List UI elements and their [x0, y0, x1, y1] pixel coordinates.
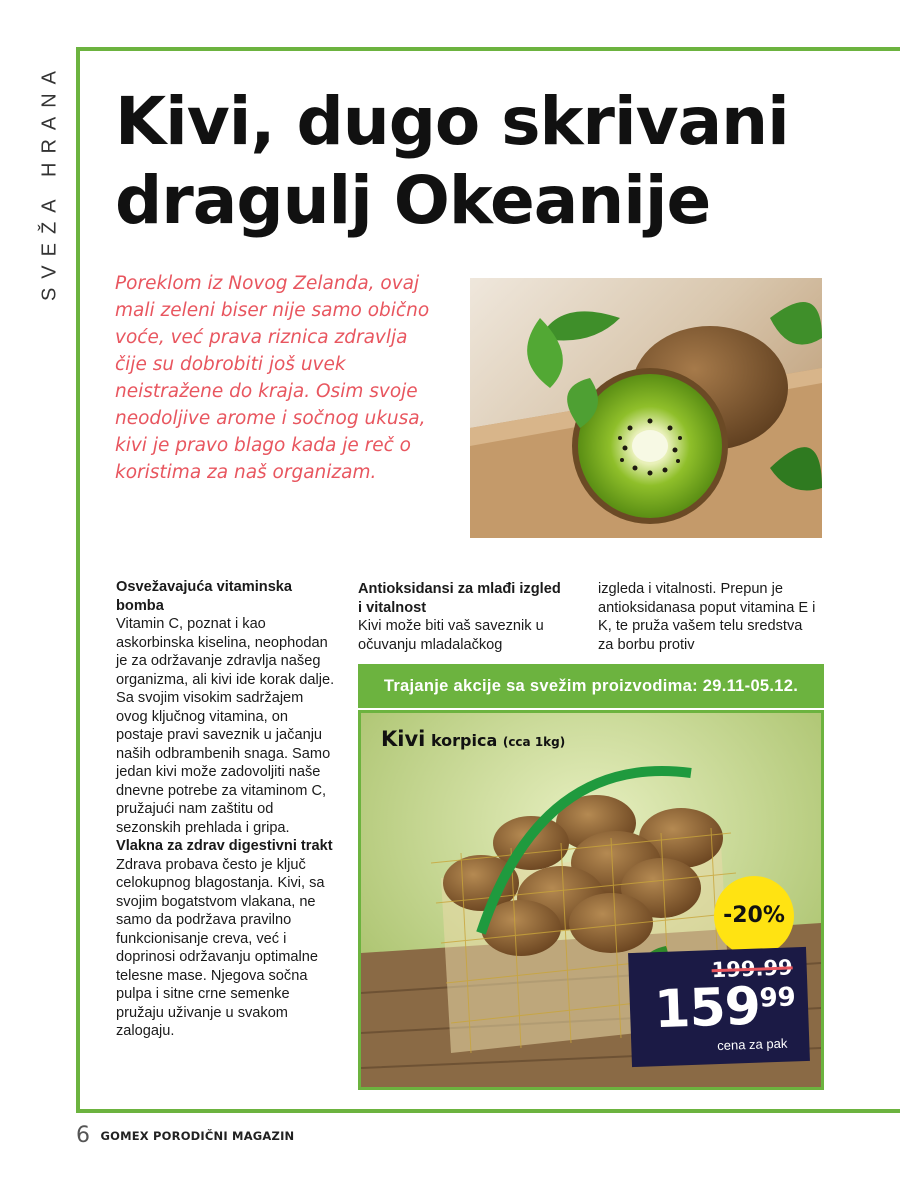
headline-line-2: dragulj Okeanije [115, 162, 711, 239]
column-3 [598, 580, 818, 654]
new-price-decimal: 99 [759, 982, 797, 1014]
page-number: 6 [76, 1123, 90, 1148]
article-headline [115, 82, 875, 240]
fiber-body: Zdrava probava često je ključ celokupnog blagostanja. Kivi, sa svojim bogatstvom vlakana, ne samo da podržava pravilno funkcionisanje creva, već i doprinosi održavanju optimalne telesne mase. Njegova sočna pulpa i sitne crne semenke pružaju uživanje u svakom zalogaju. [116, 856, 325, 1039]
section-tag-label: SVEŽA HRANA [38, 61, 61, 302]
page-footer [76, 1123, 294, 1153]
new-price-integer: 159 [653, 976, 761, 1041]
page-frame-top [76, 47, 900, 51]
kiwi-photo [470, 278, 822, 538]
product-title [381, 727, 565, 751]
article-lead: Poreklom iz Novog Zelanda, ovaj mali zeleni biser nije samo obično voće, već prava riznica zdravlja čije su dobrobiti još uvek neistražene do kraja. Osim svoje neodoljive arome i sočnog ukusa, kivi je pravo blago kada je reč o koristima za naš organizam. [115, 273, 430, 483]
price-tag [628, 947, 810, 1067]
antioxidants-body-continued: izgleda i vitalnosti. Prepun je antioksidanasa poput vitamina E i K, te pruža vašem telu sredstva za borbu protiv [598, 581, 816, 653]
column-2 [358, 580, 568, 654]
column-1 [116, 578, 338, 1041]
product-qty: (cca 1kg) [502, 735, 566, 749]
price-unit: cena za pak [716, 1035, 788, 1054]
old-price: 199.99 [711, 955, 794, 983]
antioxidants-body: Kivi može biti vaš saveznik u očuvanju mladalačkog [358, 618, 544, 653]
section-tag [20, 61, 80, 310]
magazine-name: GOMEX PORODIČNI MAGAZIN [100, 1128, 295, 1143]
page-frame-bottom [76, 1109, 900, 1113]
headline-line-1: Kivi, dugo skrivani [115, 83, 789, 160]
discount-badge: -20% [714, 876, 794, 956]
product-name: Kivi [381, 727, 426, 751]
antioxidants-heading: Antioksidansi za mlađi izgled i vitalnost [358, 581, 561, 616]
product-pack: korpica [430, 731, 498, 750]
kiwi-illustration [470, 278, 822, 538]
fiber-heading: Vlakna za zdrav digestivni trakt [116, 838, 333, 854]
vitamin-heading: Osvežavajuća vitaminska bomba [116, 579, 293, 614]
vitamin-body: Vitamin C, poznat i kao askorbinska kiselina, neophodan je za održavanje zdravlja našeg organizma, ali kivi ide korak dalje. Sa svojim visokim sadržajem ovog ključnog vitamina, on postaje pravi saveznik u jačanju naših odbrambenih snaga. Samo jedan kivi može zadovoljiti naše dnevne potrebe za vitaminom C, pružajući nam zaštitu od sezonskih prehlada i gripa. [116, 616, 335, 836]
promo-banner: Trajanje akcije sa svežim proizvodima: 29.11-05.12. [358, 664, 824, 708]
